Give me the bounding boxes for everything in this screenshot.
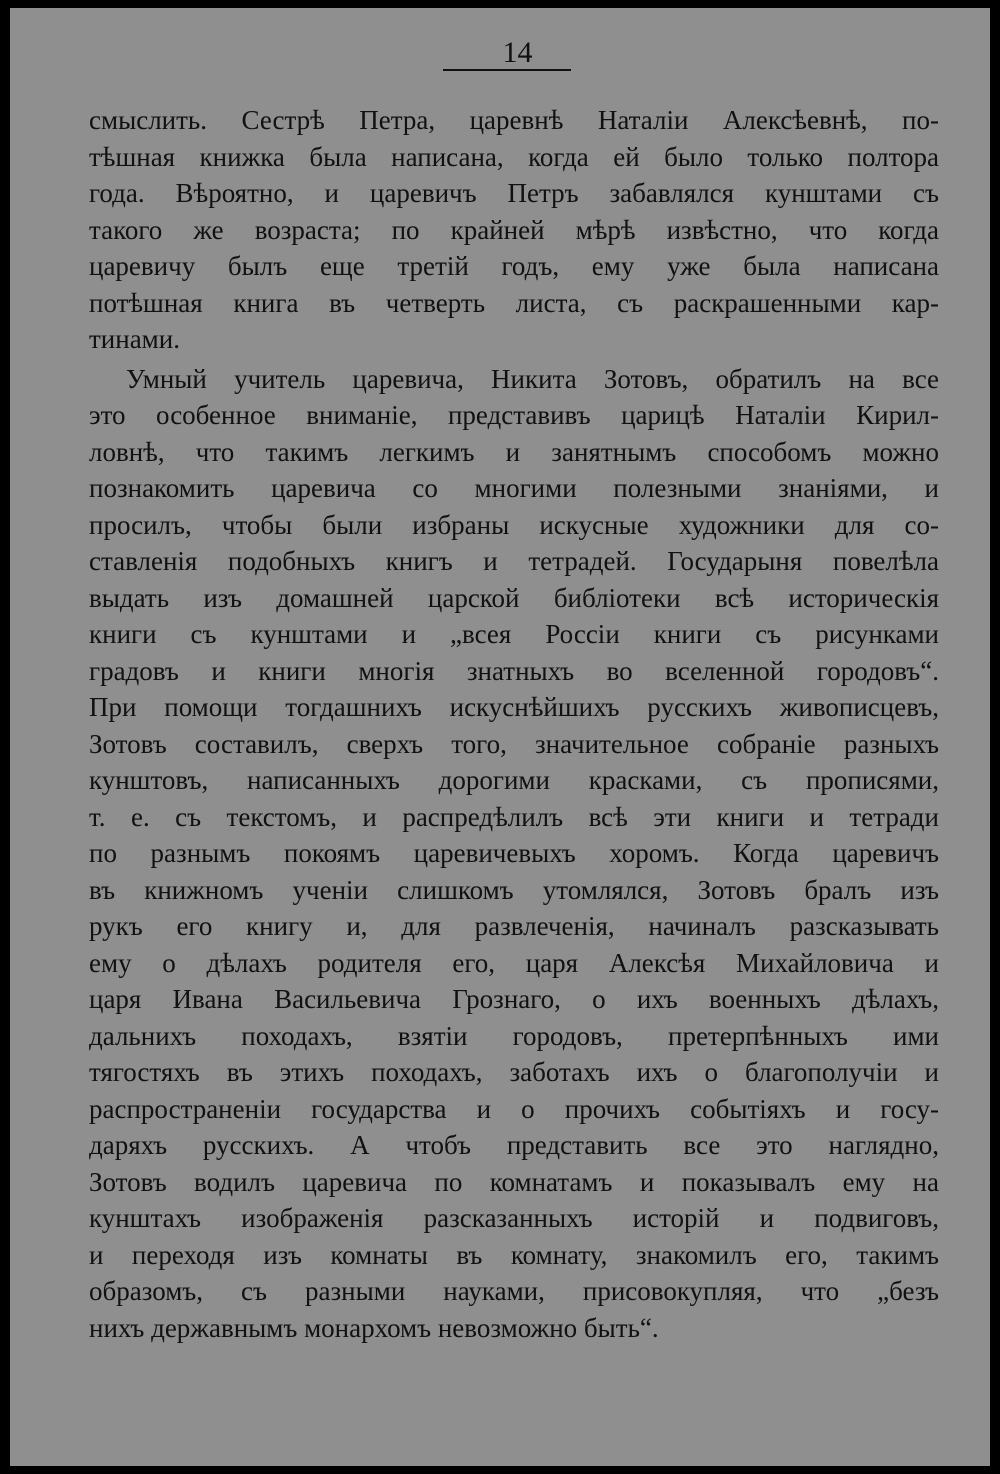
- body-text: [89, 102, 939, 1346]
- text-line: въ книжномъ ученіи слишкомъ утомлялся, Зотовъ бралъ изъ: [89, 874, 939, 905]
- text-line: ему о дѣлахъ родителя его, царя Алексѣя Михайловича и: [89, 947, 939, 978]
- text-line: года. Вѣроятно, и царевичъ Петръ забавлялся кунштами съ: [89, 178, 939, 208]
- text-line: Зотовъ водилъ царевича по комнатамъ и показывалъ ему на: [89, 1166, 939, 1197]
- paragraph-2: [89, 361, 939, 1347]
- page-number-rule: [443, 69, 571, 71]
- text-line: кунштовъ, написанныхъ дорогими красками, съ прописями,: [89, 765, 939, 795]
- text-line: даряхъ русскихъ. А чтобъ представить все это наглядно,: [89, 1130, 939, 1160]
- text-line: нихъ державнымъ монархомъ невозможно быть“.: [89, 1312, 659, 1343]
- text-line: потѣшная книга въ четверть листа, съ раскрашенными кар-: [89, 287, 939, 318]
- text-line: рукъ его книгу и, для развлеченія, начиналъ разсказывать: [89, 911, 939, 941]
- paragraph-1: [89, 102, 939, 358]
- text-line: и переходя изъ комнаты въ комнату, знакомилъ его, такимъ: [89, 1239, 939, 1270]
- text-line: царя Ивана Васильевича Грознаго, о ихъ военныхъ дѣлахъ,: [89, 984, 939, 1014]
- text-line: тинами.: [89, 324, 180, 354]
- text-line: распространеніи государства и о прочихъ событіяхъ и госу-: [89, 1093, 939, 1124]
- text-line: образомъ, съ разными науками, присовокупляя, что „безъ: [89, 1276, 939, 1306]
- text-line: познакомить царевича со многими полезными знаніями, и: [89, 473, 939, 503]
- text-line: ставленія подобныхъ книгъ и тетрадей. Государыня повелѣла: [89, 546, 939, 576]
- text-line: это особенное вниманіе, представивъ царицѣ Наталіи Кирил-: [89, 400, 939, 430]
- text-line: книги съ кунштами и „всея Россіи книги съ рисунками: [89, 619, 939, 649]
- text-line: выдать изъ домашней царской библіотеки всѣ историческія: [89, 582, 939, 613]
- text-line: царевичу былъ еще третій годъ, ему уже была написана: [89, 251, 939, 281]
- text-line: т. е. съ текстомъ, и распредѣлилъ всѣ эти книги и тетради: [89, 801, 939, 832]
- text-line: При помощи тогдашнихъ искуснѣйшихъ русскихъ живописцевъ,: [89, 692, 939, 722]
- text-line: по разнымъ покоямъ царевичевыхъ хоромъ. Когда царевичъ: [89, 838, 939, 868]
- text-line: смыслить. Сестрѣ Петра, царевнѣ Наталіи Алексѣевнѣ, по-: [89, 105, 939, 135]
- text-line: дальнихъ походахъ, взятіи городовъ, претерпѣнныхъ ими: [89, 1020, 939, 1051]
- text-line: кунштахъ изображенія разсказанныхъ исторій и подвиговъ,: [89, 1203, 939, 1233]
- text-line: ловнѣ, что такимъ легкимъ и занятнымъ способомъ можно: [89, 436, 939, 467]
- text-line: тѣшная книжка была написана, когда ей было только полтора: [89, 141, 939, 172]
- text-line: просилъ, чтобы были избраны искусные художники для со-: [89, 509, 939, 540]
- text-line: Зотовъ составилъ, сверхъ того, значительное собраніе разныхъ: [89, 728, 939, 759]
- text-line: такого же возраста; по крайней мѣрѣ извѣстно, что когда: [89, 214, 939, 245]
- text-line: тягостяхъ въ этихъ походахъ, заботахъ ихъ о благополучіи и: [89, 1057, 939, 1087]
- text-line: Умный учитель царевича, Никита Зотовъ, обратилъ на все: [126, 363, 939, 394]
- text-line: градовъ и книги многія знатныхъ во вселенной городовъ“.: [89, 655, 939, 686]
- book-page: [10, 8, 990, 1466]
- page-number: 14: [502, 36, 533, 69]
